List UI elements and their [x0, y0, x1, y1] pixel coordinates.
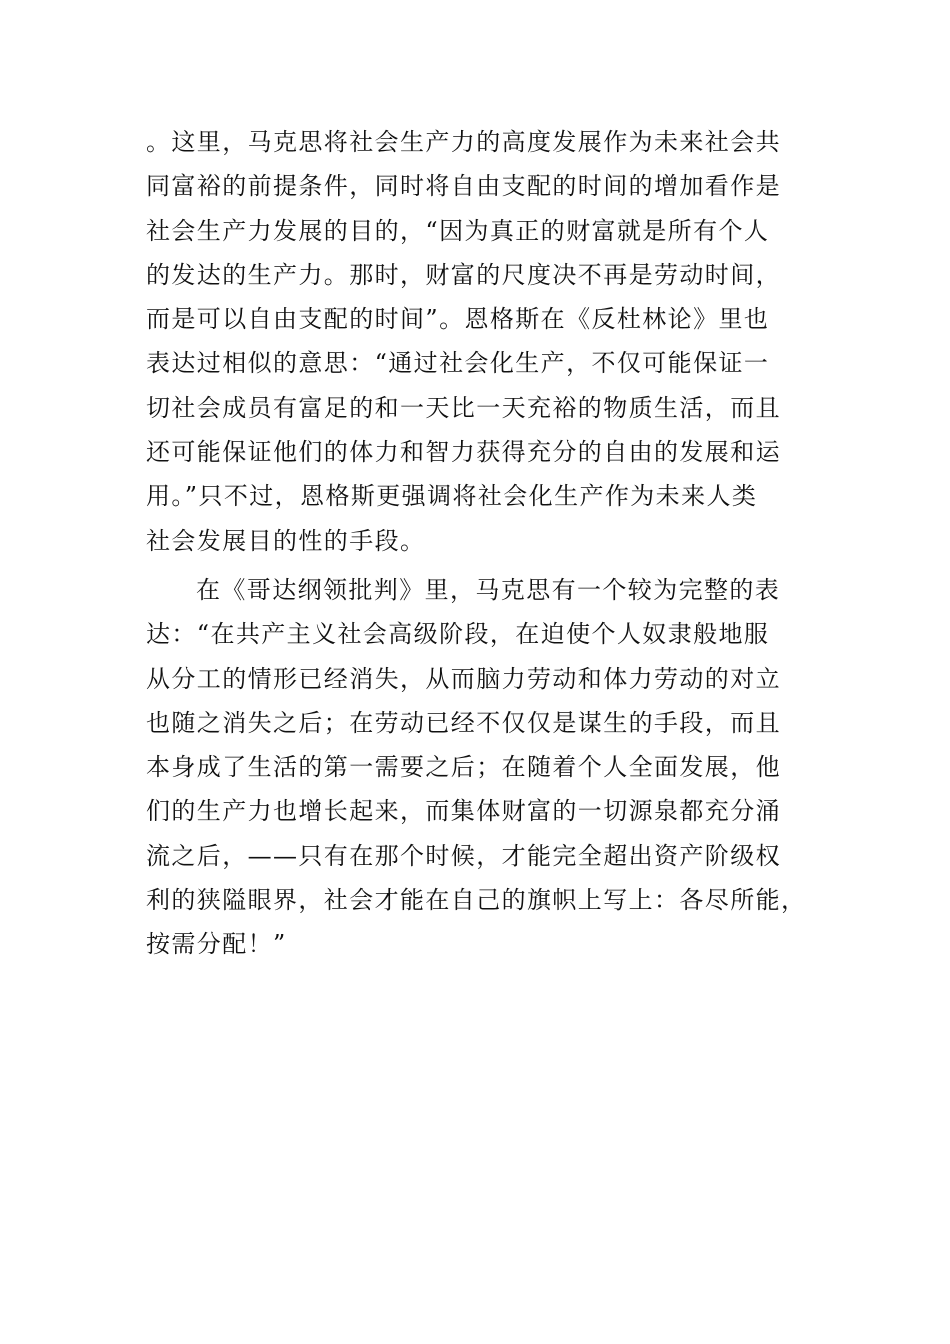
paragraph-1 [146, 120, 796, 563]
text-line: 还可能保证他们的体力和智力获得充分的自由的发展和运 [146, 438, 781, 467]
text-line: 社会发展目的性的手段。 [146, 526, 426, 555]
text-line: 用。”只不过，恩格斯更强调将社会化生产作为未来人类 [146, 482, 758, 511]
paragraph-2 [146, 568, 807, 967]
text-line: 流之后，——只有在那个时候，才能完全超出资产阶级权 [146, 841, 781, 870]
text-line: 按需分配！” [146, 930, 287, 959]
text-line: 而是可以自由支配的时间”。恩格斯在《反杜林论》里也 [146, 305, 770, 334]
text-line: 社会生产力发展的目的，“因为真正的财富就是所有个人 [146, 216, 770, 245]
body-text [146, 120, 807, 967]
text-line: 利的狭隘眼界，社会才能在自己的旗帜上写上：各尽所能， [146, 886, 807, 915]
text-line: 的发达的生产力。那时，财富的尺度决不再是劳动时间， [146, 260, 781, 289]
text-line: 从分工的情形已经消失，从而脑力劳动和体力劳动的对立 [146, 664, 781, 693]
text-line: 同富裕的前提条件，同时将自由支配的时间的增加看作是 [146, 172, 781, 201]
text-line: 。这里，马克思将社会生产力的高度发展作为未来社会共 [146, 128, 781, 156]
text-line: 在《哥达纲领批判》里，马克思有一个较为完整的表 [196, 575, 781, 604]
text-line: 也随之消失之后；在劳动已经不仅仅是谋生的手段，而且 [146, 708, 781, 737]
text-line: 切社会成员有富足的和一天比一天充裕的物质生活，而且 [146, 393, 781, 422]
text-line: 们的生产力也增长起来，而集体财富的一切源泉都充分涌 [146, 797, 781, 826]
text-line: 表达过相似的意思：“通过社会化生产，不仅可能保证一 [146, 349, 770, 378]
text-line: 本身成了生活的第一需要之后；在随着个人全面发展，他 [146, 753, 781, 782]
text-line: 达：“在共产主义社会高级阶段，在迫使个人奴隶般地服 [146, 620, 770, 649]
